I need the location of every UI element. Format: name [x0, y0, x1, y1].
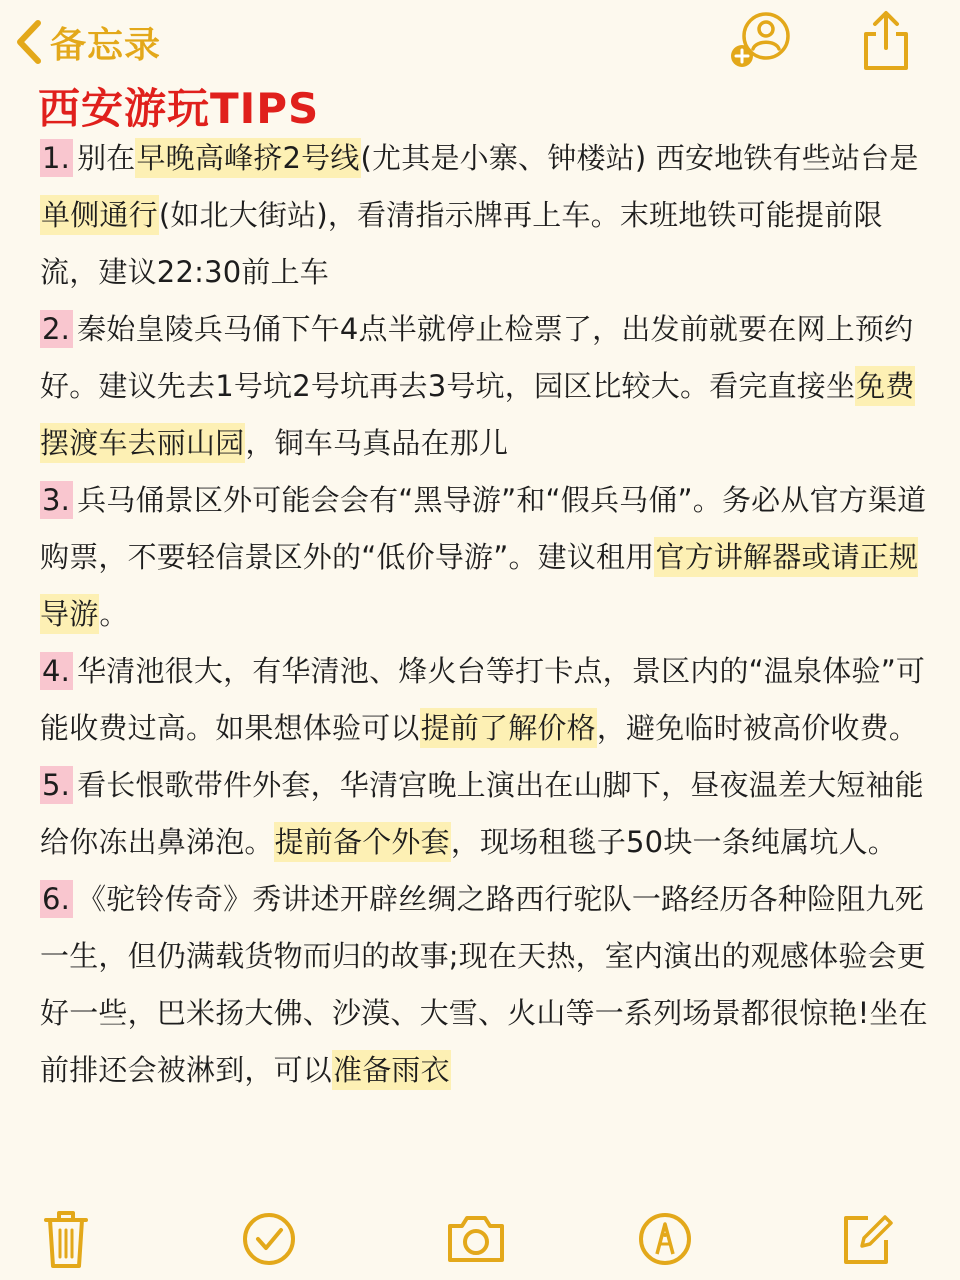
tip-number: 2. — [40, 310, 73, 348]
note-body[interactable] — [40, 130, 930, 1099]
highlighted-text: 准备雨衣 — [332, 1050, 451, 1090]
tip-number: 4. — [40, 652, 73, 690]
top-navigation-bar — [0, 0, 960, 80]
highlighted-text: 提前了解价格 — [420, 708, 597, 748]
tip-text: (尤其是小寨、钟楼站) 西安地铁有些站台是 — [360, 141, 919, 175]
checklist-icon[interactable] — [240, 1208, 298, 1270]
tip-number: 1. — [40, 139, 73, 177]
back-button[interactable] — [14, 14, 161, 70]
add-person-icon[interactable] — [726, 8, 796, 72]
share-icon[interactable] — [856, 8, 916, 74]
tip-text: 看长恨歌带件外套，华清宫晚上演出在山脚下，昼夜温差大短袖能给你冻出鼻涕泡。 — [40, 768, 924, 859]
tip-number: 6. — [40, 880, 73, 918]
tip-number: 3. — [40, 481, 73, 519]
tip-text: 兵马俑景区外可能会会有“黑导游”和“假兵马俑”。务必从官方渠道购票，不要轻信景区外的“低价导游”。建议租用 — [40, 483, 927, 574]
chevron-left-icon — [14, 19, 44, 65]
highlighted-text: 官方讲解器或请正规导游 — [40, 537, 918, 634]
back-label: 备忘录 — [50, 24, 162, 66]
tip-item — [40, 472, 930, 643]
tip-item — [40, 301, 930, 472]
tip-text: (如北大街站)，看清指示牌再上车。末班地铁可能提前限流，建议22:30前上车 — [40, 198, 883, 289]
note-title[interactable]: 西安游玩TIPS — [38, 84, 320, 133]
bottom-toolbar — [0, 1200, 960, 1280]
tip-item — [40, 757, 930, 871]
tip-number: 5. — [40, 766, 73, 804]
tip-text: 。 — [99, 597, 129, 631]
tip-text: 别在 — [77, 141, 136, 175]
tip-item — [40, 643, 930, 757]
compose-icon[interactable] — [838, 1208, 896, 1270]
highlighted-text: 提前备个外套 — [274, 822, 451, 862]
tip-text: 《驼铃传奇》秀讲述开辟丝绸之路西行驼队一路经历各种险阻九死一生，但仍满载货物而归的故事;现在天热，室内演出的观感体验会更好一些，巴米扬大佛、沙漠、大雪、火山等一系列场景都很惊艳!坐在前排还会被淋到，可以 — [40, 882, 928, 1087]
tip-item — [40, 871, 930, 1099]
tip-text: ，避免临时被高价收费。 — [596, 711, 919, 745]
tip-text: ，铜车马真品在那儿 — [245, 426, 509, 460]
tip-text: 华清池很大，有华清池、烽火台等打卡点，景区内的“温泉体验”可能收费过高。如果想体验可以 — [40, 654, 926, 745]
highlighted-text: 免费摆渡车去丽山园 — [40, 366, 915, 463]
camera-icon[interactable] — [444, 1208, 508, 1268]
tip-item — [40, 130, 930, 301]
trash-icon[interactable] — [40, 1208, 92, 1272]
highlighted-text: 单侧通行 — [40, 195, 159, 235]
tip-text: 秦始皇陵兵马俑下午4点半就停止检票了，出发前就要在网上预约好。建议先去1号坑2号坑再去3号坑，园区比较大。看完直接坐 — [40, 312, 914, 403]
highlighted-text: 早晚高峰挤2号线 — [135, 138, 360, 178]
markup-pen-icon[interactable] — [636, 1208, 694, 1270]
tip-text: ，现场租毯子50块一条纯属坑人。 — [450, 825, 897, 859]
